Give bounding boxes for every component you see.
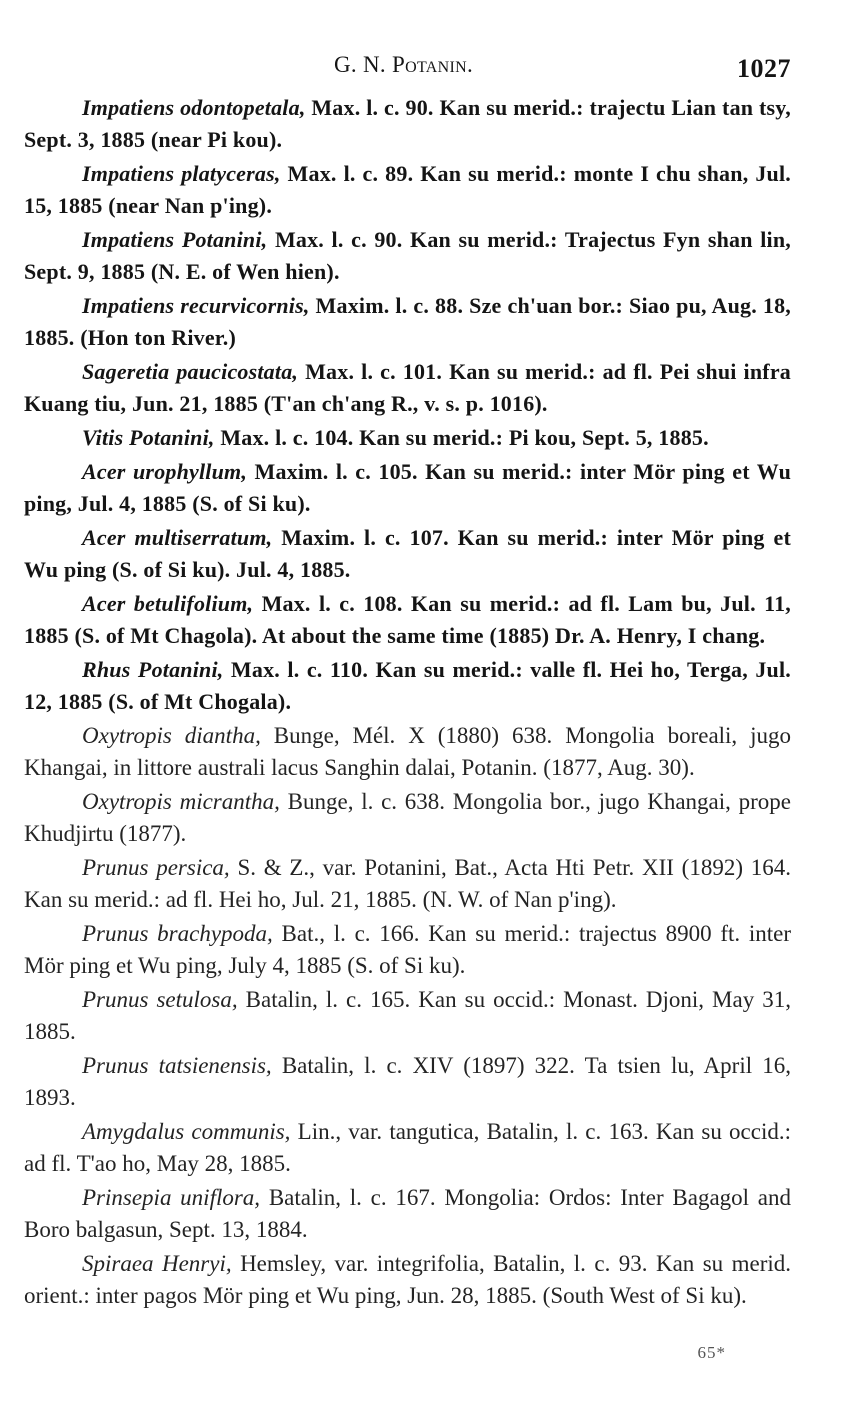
species-citation: Max. l. c. 110. Kan su merid.: valle fl. Hei ho, Terga, Jul. 12, 1885 (S. of Mt Chogala). xyxy=(24,657,792,714)
species-entry xyxy=(24,786,791,850)
species-name: Impatiens Potanini, xyxy=(82,227,268,252)
species-entry xyxy=(24,654,791,718)
species-name: Prunus tatsienensis, xyxy=(82,1053,272,1078)
species-entry xyxy=(24,522,791,586)
species-citation: S. & Z., var. Potanini, Bat., Acta Hti Petr. XII (1892) 164. Kan su merid.: ad fl. Hei ho, Jul. 21, 1885. (N. W. of Nan p'ing). xyxy=(24,855,791,912)
species-entry xyxy=(24,1050,791,1114)
species-citation: Lin., var. tangutica, Batalin, l. c. 163. Kan su occid.: ad fl. T'ao ho, May 28, 1885. xyxy=(24,1119,792,1176)
species-entry xyxy=(24,92,791,156)
species-citation: Maxim. l. c. 105. Kan su merid.: inter Mör ping et Wu ping, Jul. 4, 1885 (S. of Si ku). xyxy=(24,459,791,516)
species-name: Rhus Potanini, xyxy=(82,657,224,682)
species-name: Spiraea Henryi, xyxy=(82,1251,232,1276)
species-name: Oxytropis micrantha, xyxy=(82,789,280,814)
page-number: 1027 xyxy=(737,54,791,83)
species-name: Impatiens platyceras, xyxy=(82,161,281,186)
species-name: Prunus brachypoda, xyxy=(82,921,273,946)
species-entry xyxy=(24,422,791,454)
species-citation: Hemsley, var. integrifolia, Batalin, l. c. 93. Kan su merid. orient.: inter pagos Mör ping et Wu ping, Jun. 28, 1885. (South West of Si ku). xyxy=(24,1251,792,1308)
species-entry xyxy=(24,1182,791,1246)
species-entry xyxy=(24,984,791,1048)
species-name: Sageretia paucicostata, xyxy=(82,359,299,384)
signature-mark: 65* xyxy=(697,1343,726,1362)
species-citation: Bat., l. c. 166. Kan su merid.: trajectus 8900 ft. inter Mör ping et Wu ping, July 4, 1885 (S. of Si ku). xyxy=(24,921,791,978)
species-name: Acer betulifolium, xyxy=(82,591,254,616)
author-name: Potanin. xyxy=(392,52,474,77)
species-citation: Bunge, Mél. X (1880) 638. Mongolia boreali, jugo Khangai, in littore australi lacus Sanghin dalai, Potanin. (1877, Aug. 30). xyxy=(24,723,792,780)
running-head xyxy=(334,52,473,78)
species-citation: Batalin, l. c. XIV (1897) 322. Ta tsien lu, April 16, 1893. xyxy=(24,1053,792,1110)
species-name: Acer urophyllum, xyxy=(82,459,248,484)
species-citation: Batalin, l. c. 165. Kan su occid.: Monast. Djoni, May 31, 1885. xyxy=(24,987,791,1044)
species-entry xyxy=(24,456,791,520)
species-name: Acer multiserratum, xyxy=(82,525,273,550)
species-entry xyxy=(24,356,791,420)
species-citation: Max. l. c. 108. Kan su merid.: ad fl. Lam bu, Jul. 11, 1885 (S. of Mt Chagola). At about the same time (1885) Dr. A. Henry, I chang. xyxy=(24,591,791,648)
species-entry xyxy=(24,918,791,982)
species-name: Prunus setulosa, xyxy=(82,987,238,1012)
species-name: Impatiens recurvicornis, xyxy=(82,293,310,318)
species-list xyxy=(24,92,791,1314)
species-citation: Maxim. l. c. 107. Kan su merid.: inter Mör ping et Wu ping (S. of Si ku). Jul. 4, 1885. xyxy=(24,525,791,582)
species-citation: Bunge, l. c. 638. Mongolia bor., jugo Khangai, prope Khudjirtu (1877). xyxy=(24,789,792,846)
species-name: Amygdalus communis, xyxy=(82,1119,291,1144)
species-entry xyxy=(24,852,791,916)
author-initials: G. N. xyxy=(334,52,386,77)
species-name: Vitis Potanini, xyxy=(82,425,215,450)
species-name: Prunus persica, xyxy=(82,855,230,880)
species-name: Impatiens odontopetala, xyxy=(82,95,306,120)
species-entry xyxy=(24,588,791,652)
species-entry xyxy=(24,290,791,354)
species-name: Oxytropis diantha, xyxy=(82,723,261,748)
species-citation: Max. l. c. 101. Kan su merid.: ad fl. Pei shui infra Kuang tiu, Jun. 21, 1885 (T'an ch'ang R., v. s. p. 1016). xyxy=(24,359,791,416)
page-header xyxy=(0,48,850,88)
species-citation: Maxim. l. c. 88. Sze ch'uan bor.: Siao pu, Aug. 18, 1885. (Hon ton River.) xyxy=(24,293,791,350)
species-citation: Max. l. c. 89. Kan su merid.: monte I chu shan, Jul. 15, 1885 (near Nan p'ing). xyxy=(24,161,791,218)
species-citation: Max. l. c. 90. Kan su merid.: trajectu Lian tan tsy, Sept. 3, 1885 (near Pi kou). xyxy=(24,95,791,152)
species-citation: Max. l. c. 104. Kan su merid.: Pi kou, Sept. 5, 1885. xyxy=(220,425,709,450)
species-name: Prinsepia uniflora, xyxy=(82,1185,261,1210)
species-entry xyxy=(24,1116,791,1180)
species-entry xyxy=(24,224,791,288)
species-entry xyxy=(24,720,791,784)
species-citation: Max. l. c. 90. Kan su merid.: Trajectus Fyn shan lin, Sept. 9, 1885 (N. E. of Wen hien). xyxy=(24,227,791,284)
species-citation: Batalin, l. c. 167. Mongolia: Ordos: Inter Bagagol and Boro balgasun, Sept. 13, 1884. xyxy=(24,1185,792,1242)
species-entry xyxy=(24,158,791,222)
species-entry xyxy=(24,1248,791,1312)
